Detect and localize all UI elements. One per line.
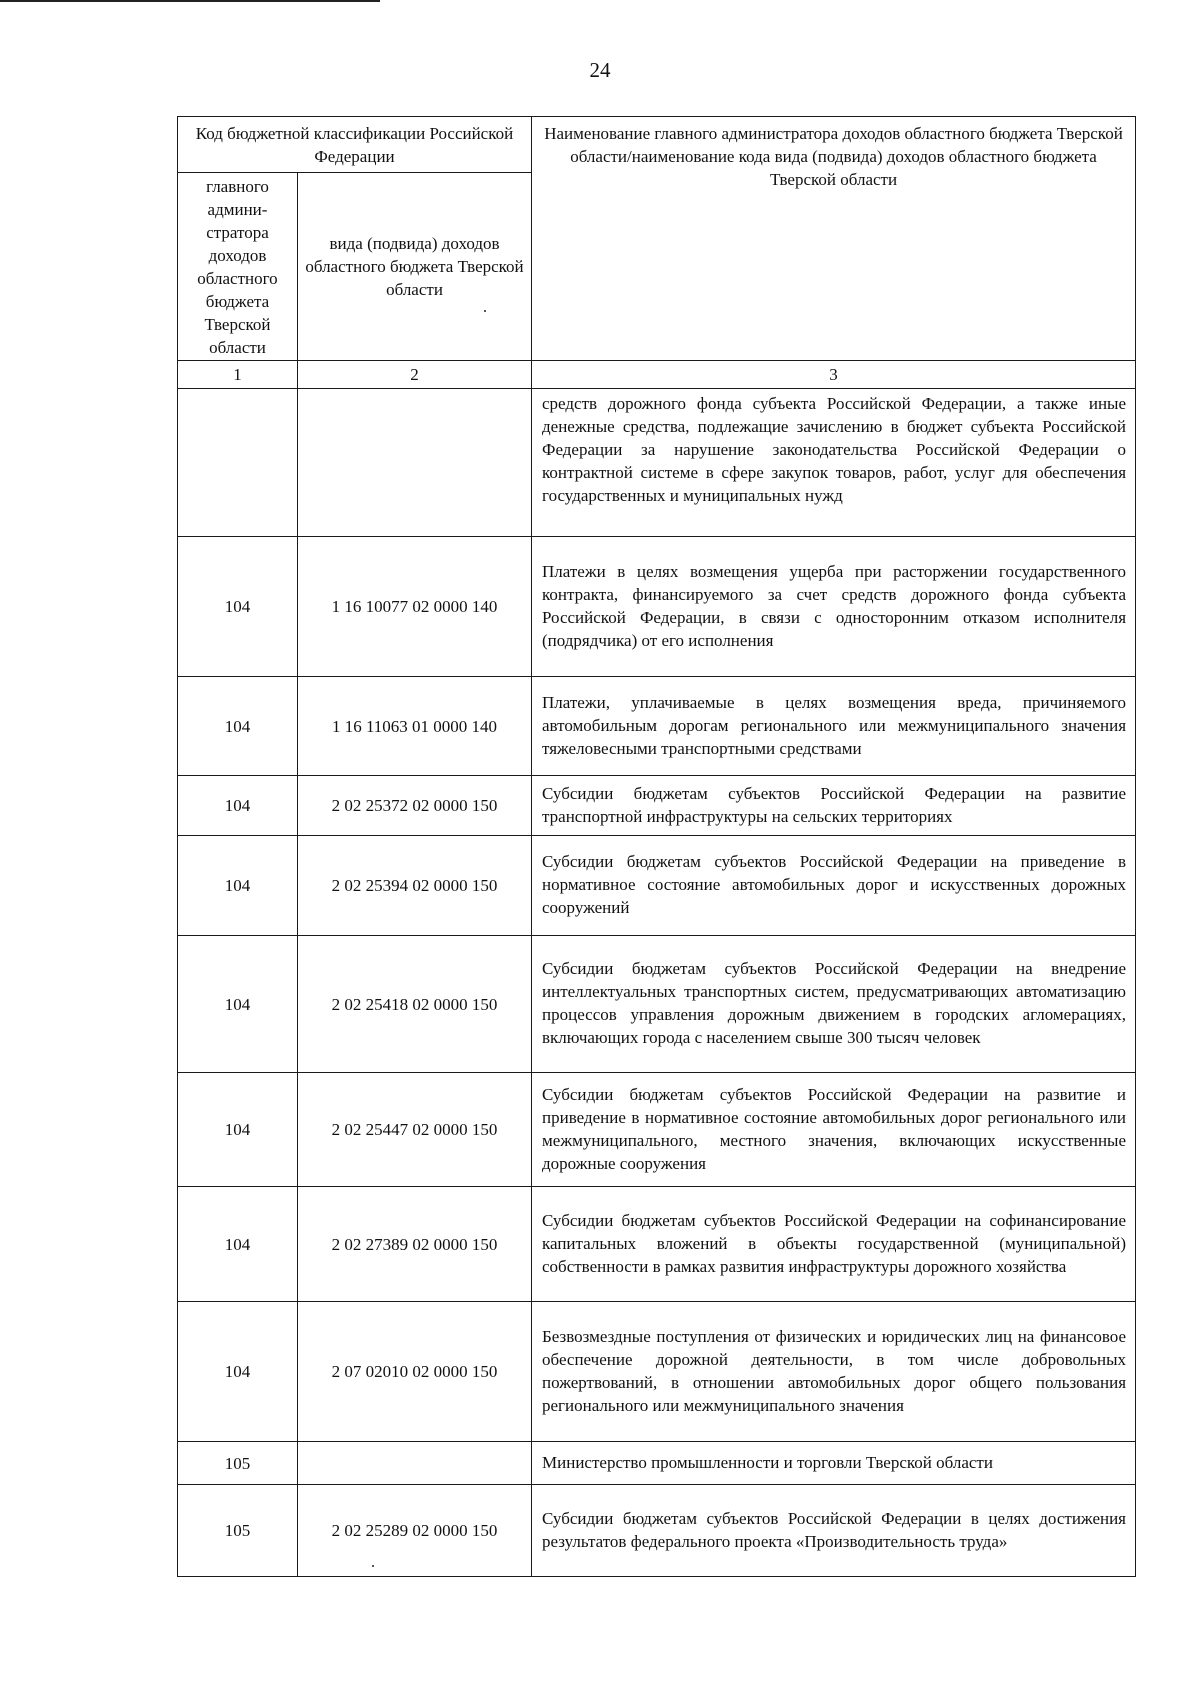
table-row [178,1302,1136,1442]
income-code-cell: 2 02 25372 02 0000 150 [298,776,532,836]
admin-code-cell: 104 [178,677,298,776]
table-row [178,1442,1136,1485]
income-code-cell [298,1442,532,1485]
income-code-cell: 2 02 25447 02 0000 150 [298,1073,532,1187]
income-code-cell: 2 02 27389 02 0000 150 [298,1187,532,1302]
table-row [178,677,1136,776]
scan-speck [484,310,486,312]
income-code-cell: 2 02 25394 02 0000 150 [298,836,532,936]
income-name-cell: Платежи в целях возмещения ущерба при расторжении государственного контракта, финансируемого за счет средств дорожного фонда субъекта Российской Федерации, в связи с односторонним отказом исполнителя (подрядчика) от его исполнения [532,537,1136,677]
income-name-cell: Министерство промышленности и торговли Тверской области [532,1442,1136,1485]
table-row [178,1485,1136,1577]
header-admin-column: главного админи-стратора доходов областного бюджета Тверской области [178,173,298,361]
admin-code-cell: 105 [178,1485,298,1577]
admin-code-cell: 104 [178,1302,298,1442]
income-code-cell: 1 16 11063 01 0000 140 [298,677,532,776]
column-number-row [178,361,1136,389]
column-number: 3 [532,361,1136,389]
page-number: 24 [589,58,611,82]
table-row [178,1073,1136,1187]
table-row [178,1187,1136,1302]
income-name-cell: Субсидии бюджетам субъектов Российской Федерации на внедрение интеллектуальных транспортных систем, предусматривающих автоматизацию процессов управления дорожным движением в городских агломерациях, включающих города с населением свыше 300 тысяч человек [532,936,1136,1073]
income-name-cell: Платежи, уплачиваемые в целях возмещения вреда, причиняемого автомобильным дорогам регионального или межмуниципального значения тяжеловесными транспортными средствами [532,677,1136,776]
income-name-cell: Безвозмездные поступления от физических и юридических лиц на финансовое обеспечение дорожной деятельности, в том числе добровольных пожертвований, в отношении автомобильных дорог общего пользования регионального или межмуниципального значения [532,1302,1136,1442]
table-row [178,936,1136,1073]
income-code-cell: 2 07 02010 02 0000 150 [298,1302,532,1442]
column-number: 2 [298,361,532,389]
admin-code-cell [178,389,298,537]
budget-classification-table [177,116,1136,1577]
table-row [178,776,1136,836]
admin-code-cell: 104 [178,1187,298,1302]
income-code-cell [298,389,532,537]
table-row [178,836,1136,936]
header-budget-code-group: Код бюджетной классификации Российской Федерации [178,117,532,173]
income-name-cell: Субсидии бюджетам субъектов Российской Федерации на софинансирование капитальных вложений в объекты государственной (муниципальной) собственности в рамках развития инфраструктуры дорожного хозяйства [532,1187,1136,1302]
admin-code-cell: 104 [178,776,298,836]
income-name-cell: Субсидии бюджетам субъектов Российской Федерации на развитие транспортной инфраструктуры на сельских территориях [532,776,1136,836]
scan-edge-line [0,0,380,2]
admin-code-cell: 104 [178,537,298,677]
income-name-cell: Субсидии бюджетам субъектов Российской Федерации на приведение в нормативное состояние автомобильных дорог и искусственных дорожных сооружений [532,836,1136,936]
table-row [178,389,1136,537]
admin-code-cell: 104 [178,936,298,1073]
income-name-cell: Субсидии бюджетам субъектов Российской Федерации на развитие и приведение в нормативное состояние автомобильных дорог регионального или межмуниципального, местного значения, включающих искусственные дорожные сооружения [532,1073,1136,1187]
column-number: 1 [178,361,298,389]
income-name-cell: Субсидии бюджетам субъектов Российской Федерации в целях достижения результатов федерального проекта «Производительность труда» [532,1485,1136,1577]
admin-code-cell: 105 [178,1442,298,1485]
header-name-column: Наименование главного администратора доходов областного бюджета Тверской области/наименование кода вида (подвида) доходов областного бюджета Тверской области [532,117,1136,361]
header-income-type-column: вида (подвида) доходов областного бюджета Тверской области [298,173,532,361]
table-row [178,537,1136,677]
income-code-cell: 2 02 25418 02 0000 150 [298,936,532,1073]
income-name-cell: средств дорожного фонда субъекта Российской Федерации, а также иные денежные средства, подлежащие зачислению в бюджет субъекта Российской Федерации за нарушение законодательства Российской Федерации о контрактной системе в сфере закупок товаров, работ, услуг для обеспечения государственных и муниципальных нужд [532,389,1136,537]
scan-speck [372,1565,374,1567]
admin-code-cell: 104 [178,1073,298,1187]
admin-code-cell: 104 [178,836,298,936]
income-code-cell: 1 16 10077 02 0000 140 [298,537,532,677]
income-code-cell: 2 02 25289 02 0000 150 [298,1485,532,1577]
